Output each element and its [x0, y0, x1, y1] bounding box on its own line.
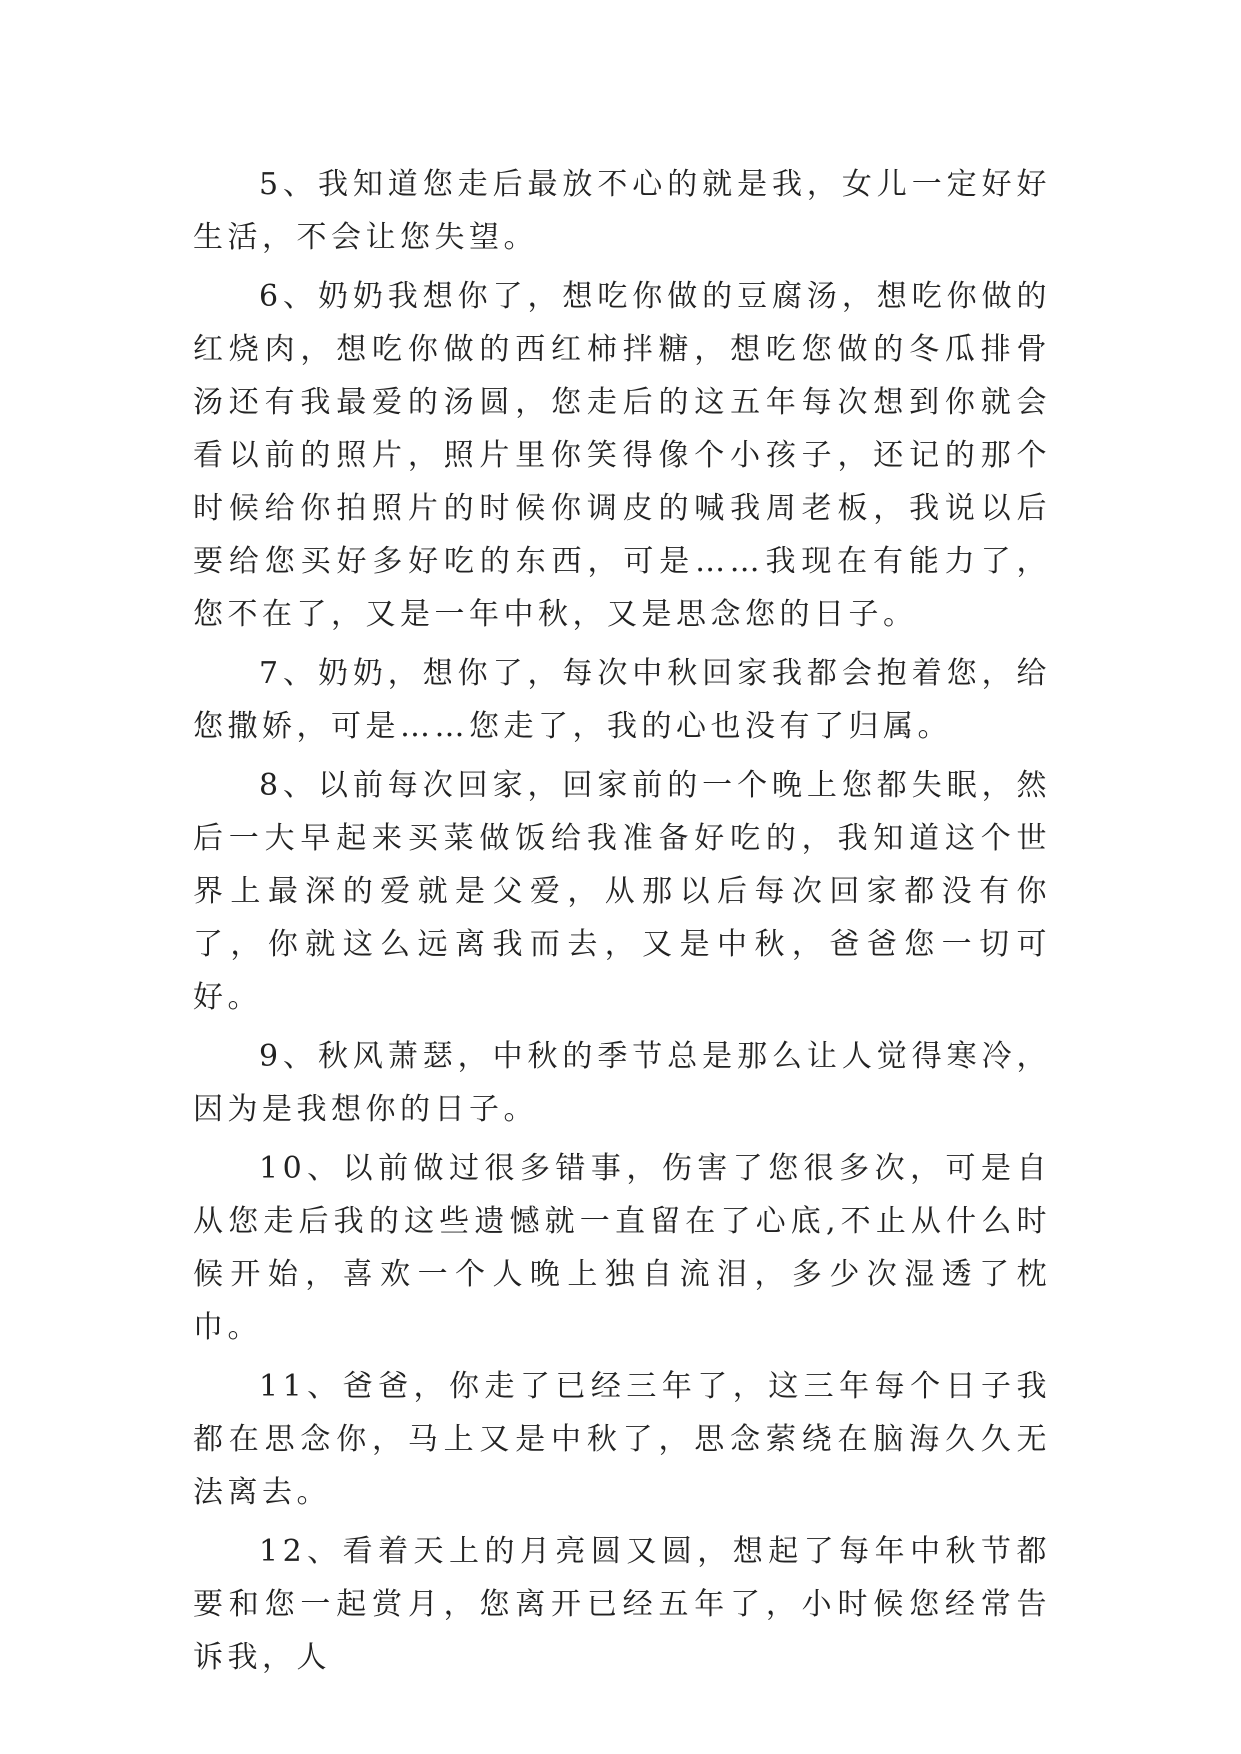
paragraph-8: 8、以前每次回家，回家前的一个晚上您都失眠，然后一大早起来买菜做饭给我准备好吃的，我知道这个世界上最深的爱就是父爱，从那以后每次回家都没有你了，你就这么远离我而去，又是中秋，爸爸您一切可好。 — [193, 768, 1051, 1015]
paragraph-10: 10、以前做过很多错事，伤害了您很多次，可是自从您走后我的这些遗憾就一直留在了心底,不止从什么时候开始，喜欢一个人晚上独自流泪，多少次湿透了枕巾。 — [193, 1151, 1051, 1345]
paragraph-12: 12、看着天上的月亮圆又圆，想起了每年中秋节都要和您一起赏月，您离开已经五年了，小时候您经常告诉我，人 — [193, 1534, 1051, 1675]
paragraph-6: 6、奶奶我想你了，想吃你做的豆腐汤，想吃你做的红烧肉，想吃你做的西红柿拌糖，想吃您做的冬瓜排骨汤还有我最爱的汤圆，您走后的这五年每次想到你就会看以前的照片，照片里你笑得像个小孩子，还记的那个时候给你拍照片的时候你调皮的喊我周老板，我说以后要给您买好多好吃的东西，可是……我现在有能力了，您不在了，又是一年中秋，又是思念您的日子。 — [193, 279, 1051, 632]
paragraph-5: 5、我知道您走后最放不心的就是我，女儿一定好好生活，不会让您失望。 — [193, 167, 1051, 255]
document-body — [193, 158, 1051, 1690]
paragraph-9: 9、秋风萧瑟，中秋的季节总是那么让人觉得寒冷，因为是我想你的日子。 — [193, 1039, 1051, 1127]
paragraph-11: 11、爸爸，你走了已经三年了，这三年每个日子我都在思念你，马上又是中秋了，思念萦绕在脑海久久无法离去。 — [193, 1369, 1051, 1510]
paragraph-7: 7、奶奶，想你了，每次中秋回家我都会抱着您，给您撒娇，可是……您走了，我的心也没有了归属。 — [193, 656, 1051, 744]
